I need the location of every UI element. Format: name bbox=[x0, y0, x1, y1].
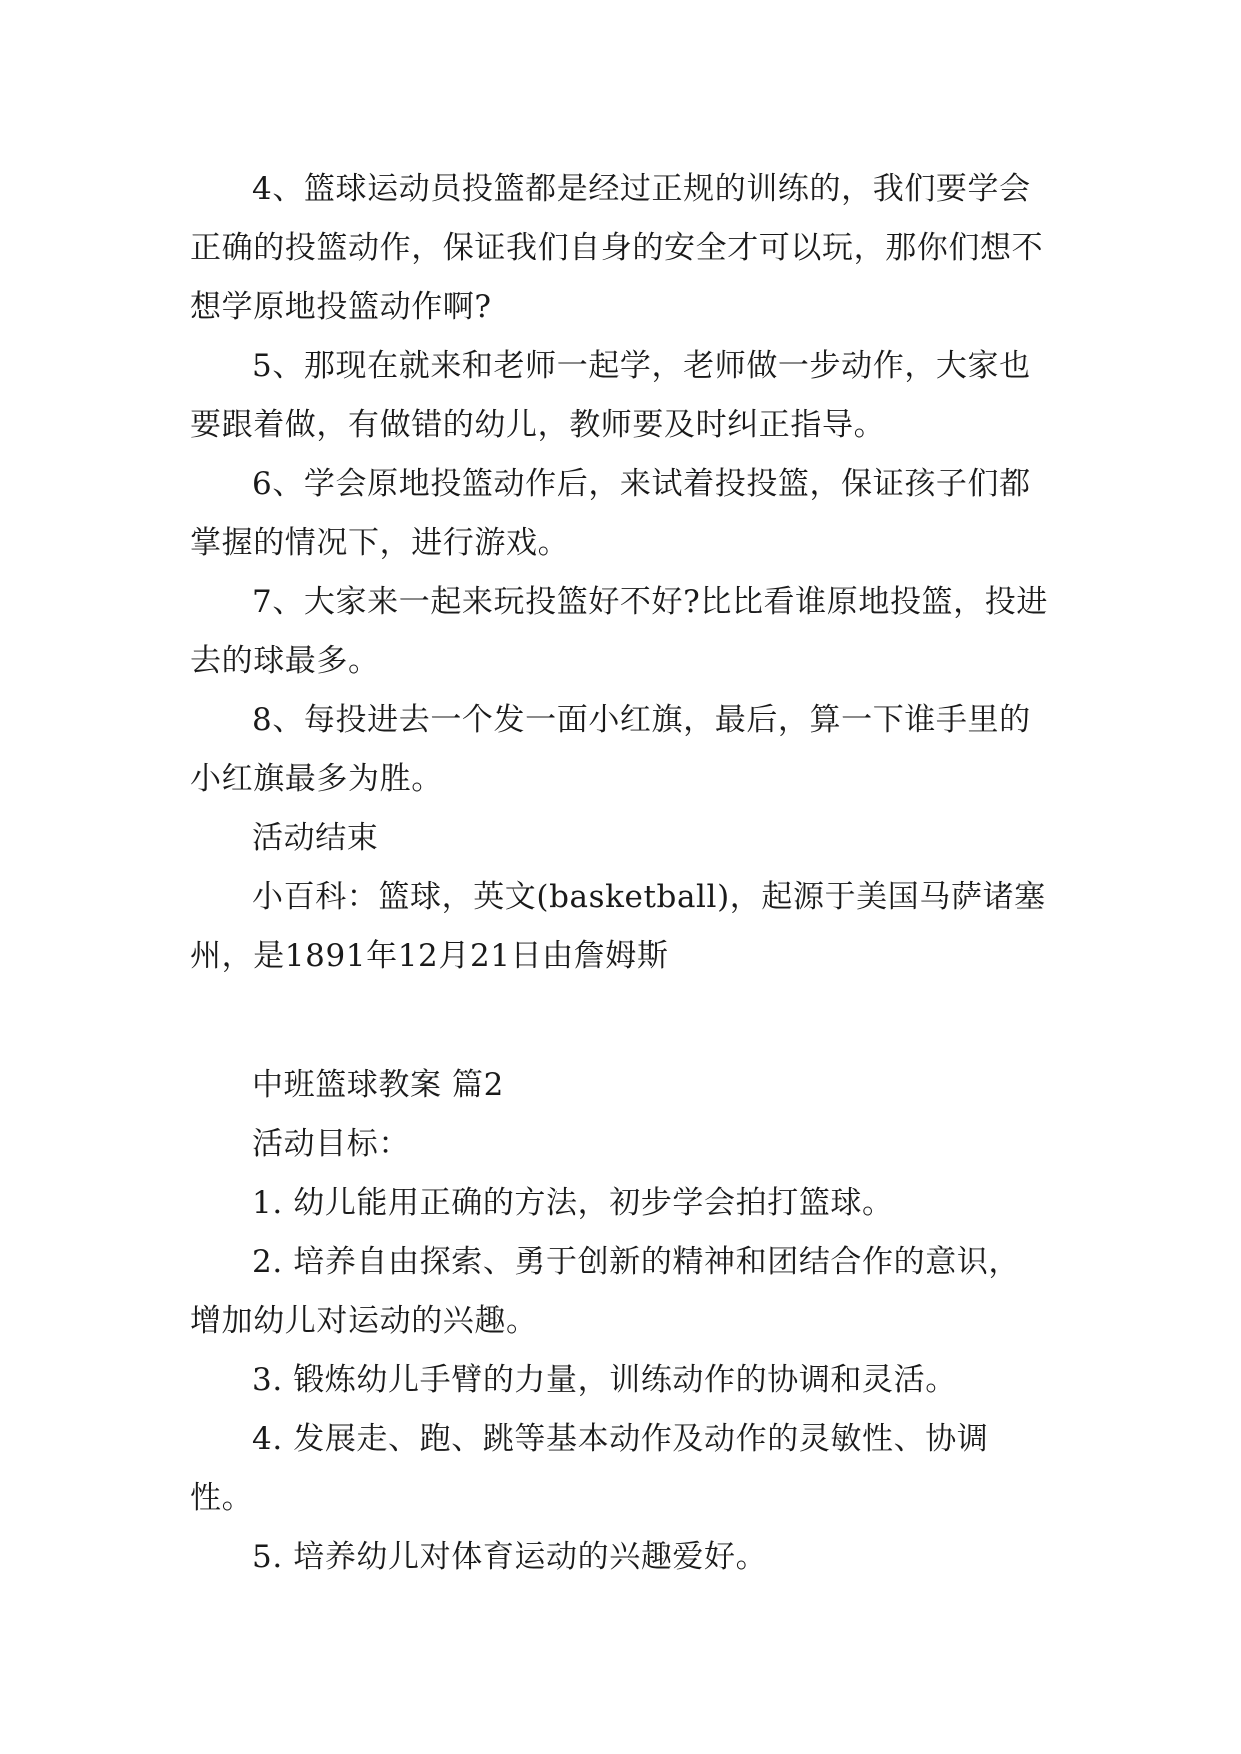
paragraph-step-7: 7、大家来一起来玩投篮好不好?比比看谁原地投篮，投进去的球最多。 bbox=[190, 584, 1048, 679]
paragraph-step-8: 8、每投进去一个发一面小红旗，最后，算一下谁手里的小红旗最多为胜。 bbox=[190, 702, 1031, 797]
paragraph-activity-end: 活动结束 bbox=[252, 820, 379, 856]
document-body bbox=[190, 160, 1050, 1587]
paragraph-goals-heading: 活动目标： bbox=[252, 1126, 410, 1162]
paragraph-encyclopedia: 小百科：篮球，英文(basketball)，起源于美国马萨诸塞州，是1891年12月21日由詹姆斯 bbox=[190, 879, 1046, 974]
paragraph-step-4: 4、篮球运动员投篮都是经过正规的训练的，我们要学会正确的投篮动作，保证我们自身的安全才可以玩，那你们想不想学原地投篮动作啊? bbox=[190, 171, 1044, 325]
paragraph-goal-1: 1. 幼儿能用正确的方法，初步学会拍打篮球。 bbox=[252, 1185, 894, 1221]
paragraph-step-5: 5、那现在就来和老师一起学，老师做一步动作，大家也要跟着做，有做错的幼儿，教师要及时纠正指导。 bbox=[190, 348, 1031, 443]
paragraph-goal-5: 5. 培养幼儿对体育运动的兴趣爱好。 bbox=[252, 1539, 768, 1575]
paragraph-goal-4: 4. 发展走、跑、跳等基本动作及动作的灵敏性、协调性。 bbox=[190, 1421, 989, 1516]
paragraph-goal-3: 3. 锻炼幼儿手臂的力量，训练动作的协调和灵活。 bbox=[252, 1362, 957, 1398]
paragraph-goal-2: 2. 培养自由探索、勇于创新的精神和团结合作的意识，增加幼儿对运动的兴趣。 bbox=[190, 1244, 1021, 1339]
section-spacer bbox=[190, 986, 1050, 1056]
section-title: 中班篮球教案 篇2 bbox=[252, 1067, 504, 1103]
paragraph-step-6: 6、学会原地投篮动作后，来试着投投篮，保证孩子们都掌握的情况下，进行游戏。 bbox=[190, 466, 1031, 561]
